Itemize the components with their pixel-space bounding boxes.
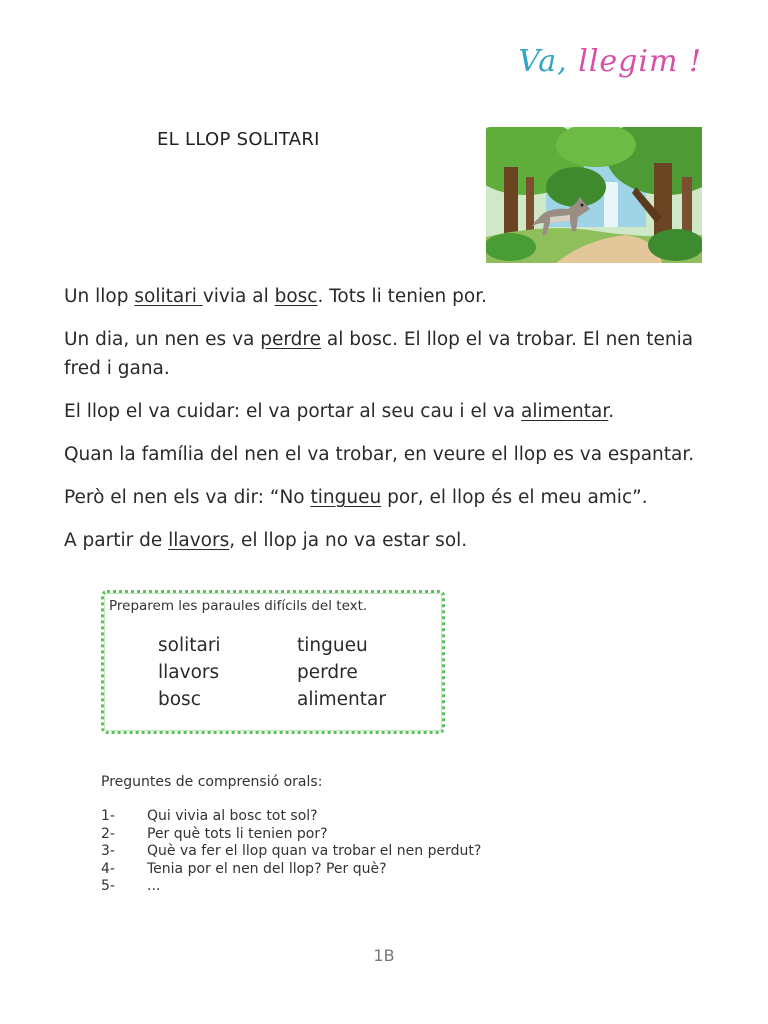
logo-text-part-a: Va, (518, 44, 579, 79)
va-llegim-logo (518, 44, 702, 79)
story-text-segment: . (608, 401, 615, 422)
story-paragraph (64, 483, 714, 512)
vocabulary-word: llavors (158, 662, 220, 683)
underlined-word-alimentar: alimentar (521, 401, 609, 422)
page-number: 1B (373, 946, 395, 965)
story-text (64, 282, 714, 569)
logo-text-part-b: llegim ! (578, 44, 702, 79)
underlined-word-perdre: perdre (260, 329, 321, 350)
story-text-segment: al bosc. El llop el va trobar. El nen tenia fred i gana. (64, 329, 694, 379)
story-text-segment: por, el llop és el meu amic”. (381, 487, 648, 508)
question-item (101, 878, 661, 896)
underlined-word-llavors: llavors (168, 530, 230, 551)
underlined-word-solitari: solitari (134, 286, 203, 307)
story-text-segment: Un dia, un nen es va (64, 329, 261, 350)
comprehension-questions (101, 774, 661, 896)
question-number: 1- (101, 808, 115, 824)
story-text-segment: . Tots li tenien por. (317, 286, 487, 307)
question-text: ... (147, 878, 161, 894)
vocabulary-heading: Preparem les paraules difícils del text. (109, 598, 368, 614)
question-item (101, 826, 661, 844)
story-paragraph (64, 325, 714, 383)
story-text-segment: vivia al (202, 286, 275, 307)
question-text: Què va fer el llop quan va trobar el nen perdut? (147, 843, 482, 859)
story-paragraph (64, 440, 714, 469)
question-number: 2- (101, 825, 115, 842)
story-text-segment: A partir de (64, 530, 169, 551)
questions-heading: Preguntes de comprensió orals: (101, 774, 323, 790)
question-number: 4- (101, 860, 115, 877)
underlined-word-tingueu: tingueu (310, 487, 382, 508)
forest-wolf-image (486, 127, 702, 263)
question-text: Per què tots li tenien por? (147, 825, 328, 842)
question-text: Qui vivia al bosc tot sol? (147, 808, 318, 824)
question-item (101, 843, 661, 861)
question-text: Tenia por el nen del llop? Per què? (147, 860, 387, 877)
vocabulary-word: perdre (297, 662, 358, 683)
question-number: 3- (101, 843, 115, 859)
question-item (101, 861, 661, 879)
story-text-segment: El llop el va cuidar: el va portar al seu cau i el va (64, 401, 522, 422)
vocabulary-box (101, 590, 445, 734)
forest-wolf-illustration (486, 127, 702, 263)
story-text-segment: Un llop (64, 286, 135, 307)
vocabulary-word: tingueu (297, 635, 368, 656)
vocabulary-word: bosc (158, 689, 201, 710)
story-text-segment: Quan la família del nen el va trobar, en veure el llop es va espantar. (64, 444, 695, 465)
story-text-segment: Però el nen els va dir: “No (64, 487, 311, 508)
vocabulary-word: alimentar (297, 689, 386, 710)
story-paragraph (64, 526, 714, 555)
story-text-segment: , el llop ja no va estar sol. (229, 530, 468, 551)
vocabulary-word-grid (158, 635, 437, 710)
story-paragraph (64, 397, 714, 426)
question-number: 5- (101, 878, 115, 894)
story-title: EL LLOP SOLITARI (157, 129, 320, 150)
underlined-word-bosc: bosc (274, 286, 318, 307)
vocabulary-word: solitari (158, 635, 221, 656)
question-item (101, 808, 661, 826)
story-paragraph (64, 282, 714, 311)
